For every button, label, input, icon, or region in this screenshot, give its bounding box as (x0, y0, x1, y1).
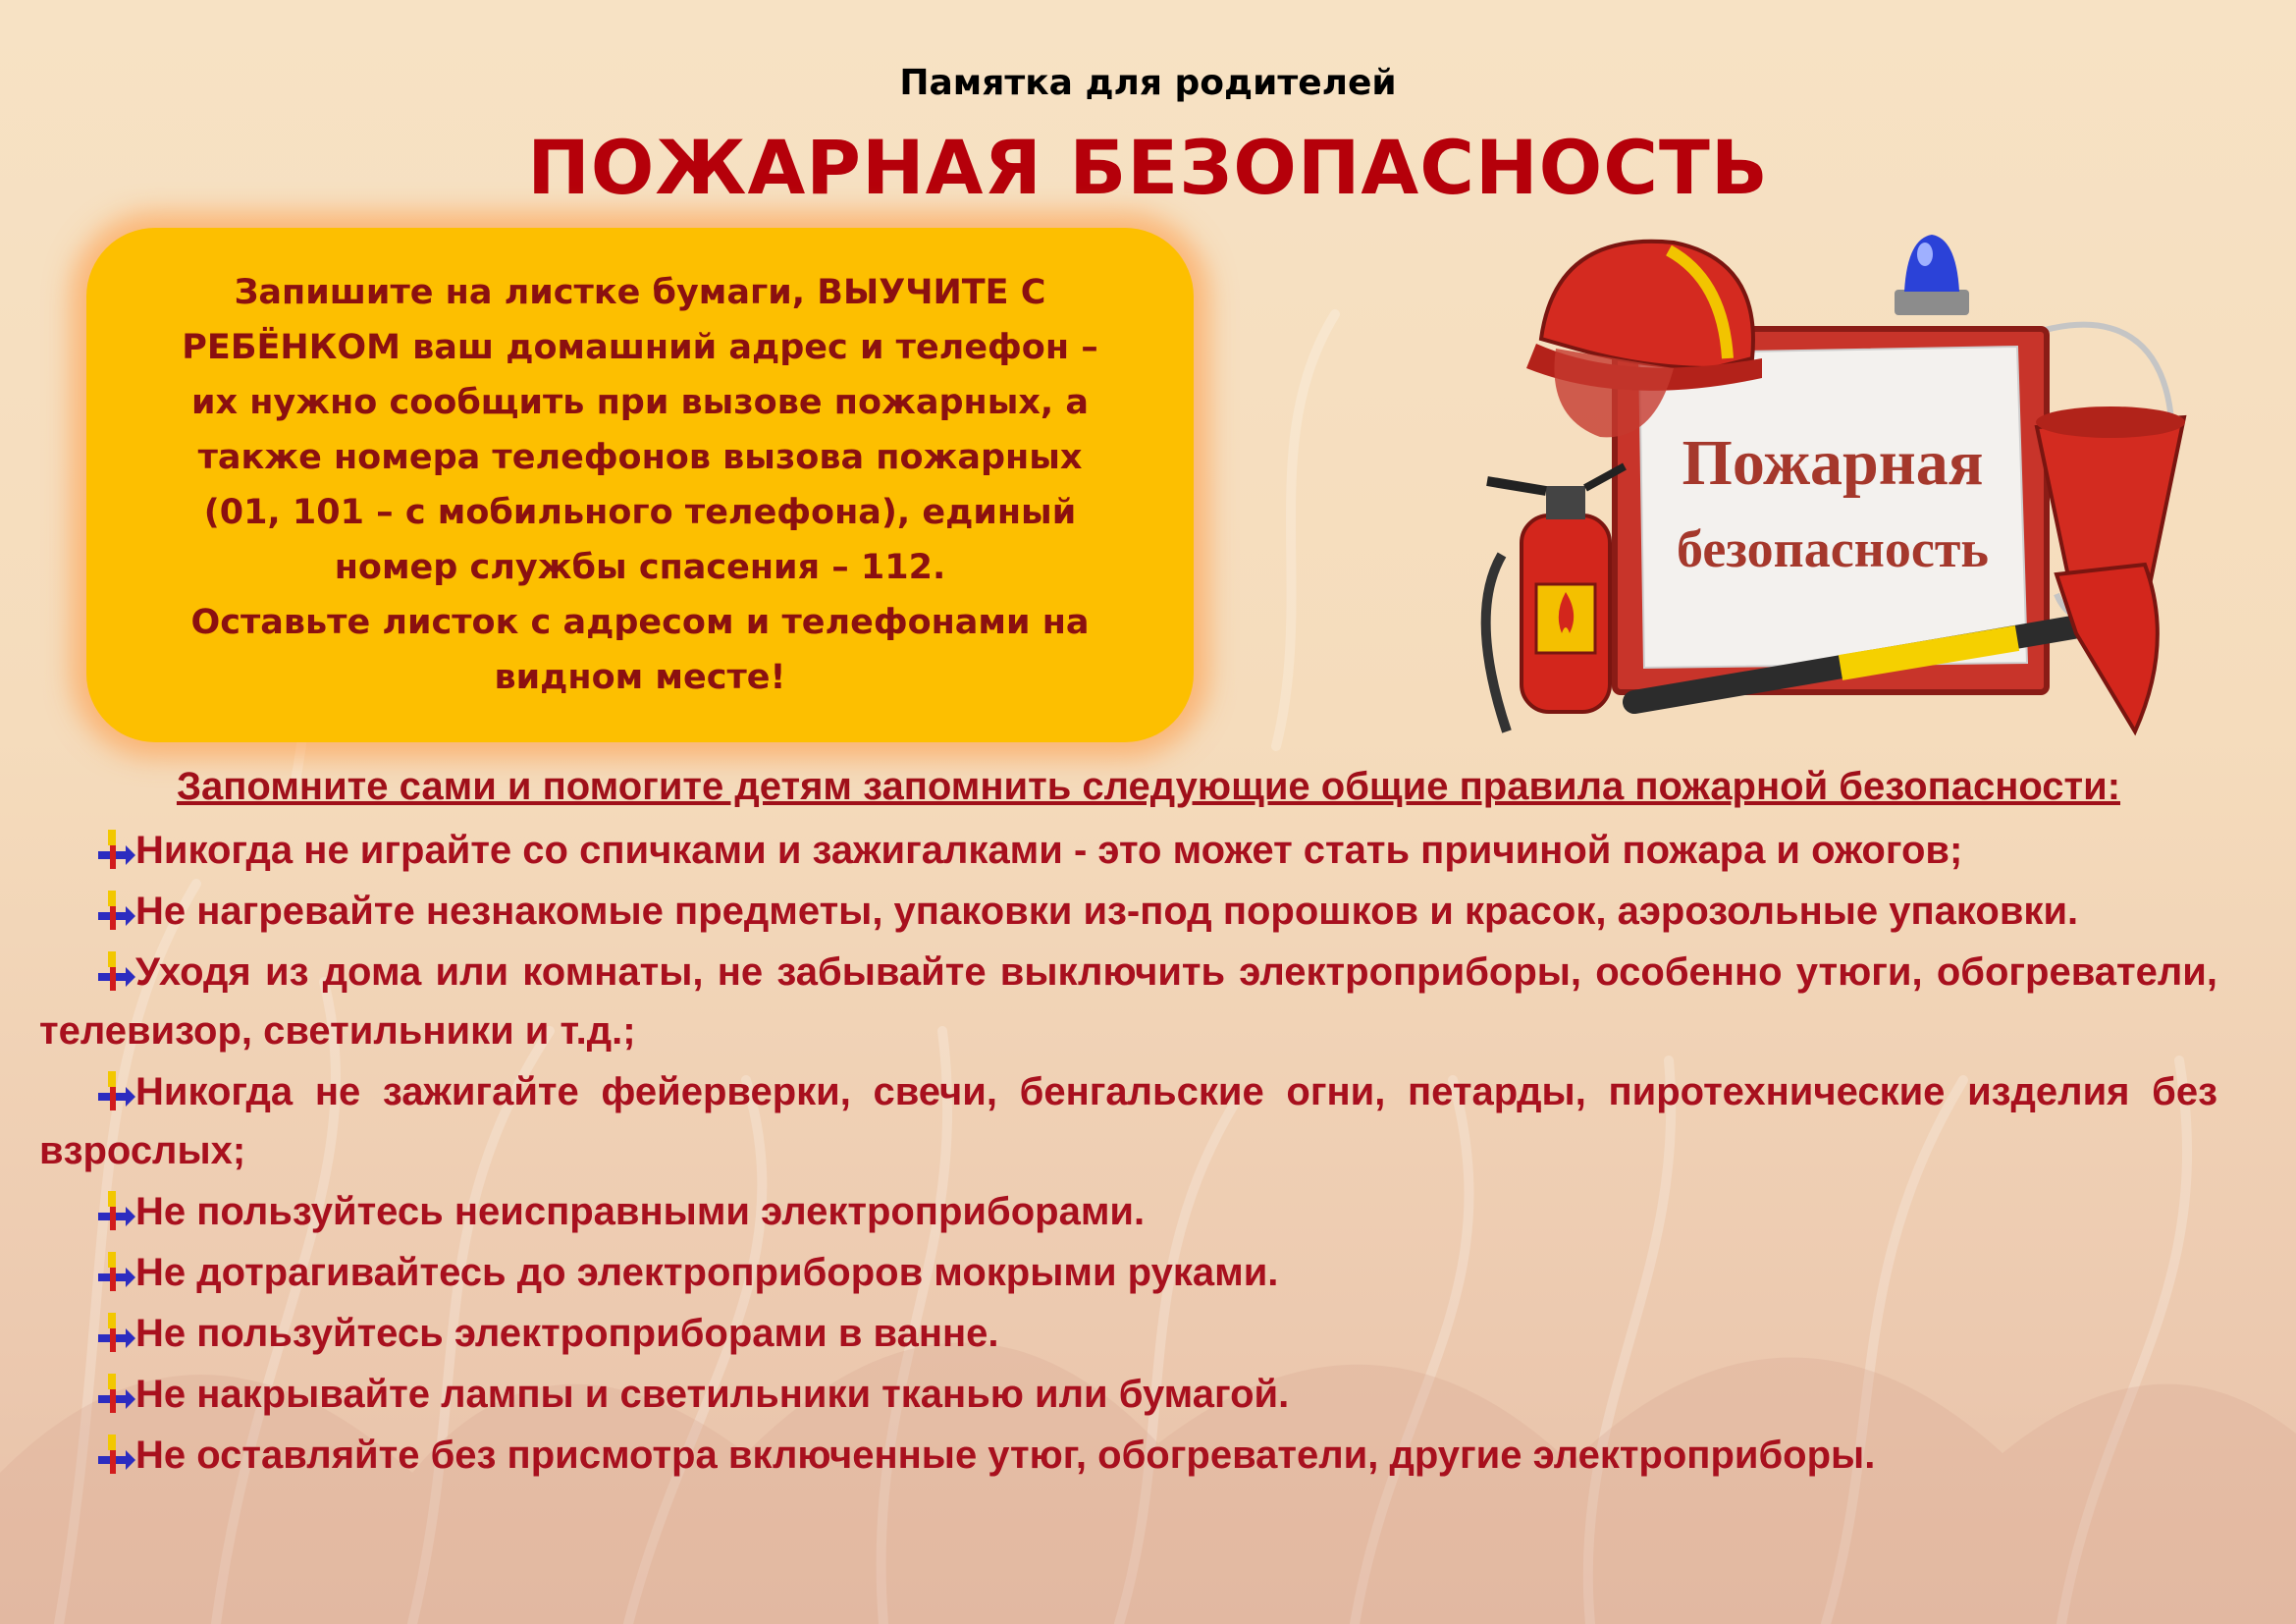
siren-light-icon (1895, 235, 1969, 315)
bullet-arrow-icon (96, 1433, 135, 1476)
bullet-arrow-icon (96, 949, 135, 993)
bullet-arrow-icon (96, 1189, 135, 1232)
rule-text: Не оставляйте без присмотра включенные утюг, обогреватели, другие электроприборы. (135, 1434, 1876, 1477)
rule-text: Не дотрагивайтесь до электроприборов мокрыми руками. (135, 1251, 1279, 1294)
rule-text: Не пользуйтесь неисправными электроприборами. (135, 1190, 1146, 1233)
rules-heading: Запомните сами и помогите детям запомнить следующие общие правила пожарной безопасности: (176, 765, 2121, 808)
info-line: номер службы спасения – 112. (334, 548, 946, 587)
list-item (39, 1243, 2217, 1302)
bullet-arrow-icon (96, 1372, 135, 1415)
list-item (39, 1365, 2217, 1424)
rule-text: Не нагревайте незнакомые предметы, упаковки из-под порошков и красок, аэрозольные упаковки. (135, 890, 2079, 933)
sign-text-line1: Пожарная (1682, 427, 1984, 499)
list-item (39, 1062, 2217, 1180)
rule-text: Никогда не играйте со спичками и зажигалками - это может стать причиной пожара и ожогов; (135, 829, 1963, 872)
list-item (39, 1304, 2217, 1363)
rules-list (39, 821, 2217, 1487)
sign-text-line2: безопасность (1677, 519, 1989, 578)
rule-text: Не накрывайте лампы и светильники тканью или бумагой. (135, 1373, 1290, 1416)
info-line: видном месте! (494, 658, 786, 697)
info-line: Запишите на листке бумаги, ВЫУЧИТЕ С (234, 273, 1046, 312)
info-callout-box (86, 228, 1194, 742)
info-line: также номера телефонов вызова пожарных (197, 438, 1083, 477)
rule-text: Уходя из дома или комнаты, не забывайте выключить электроприборы, особенно утюги, обогреватели, телевизор, светильники и т.д.; (39, 950, 2217, 1053)
info-callout-text (130, 265, 1150, 705)
page-title: ПОЖАРНАЯ БЕЗОПАСНОСТЬ (527, 124, 1769, 211)
bullet-arrow-icon (96, 1250, 135, 1293)
bullet-arrow-icon (96, 889, 135, 932)
list-item (39, 882, 2217, 941)
fire-extinguisher-icon (1486, 466, 1625, 731)
info-line: РЕБЁНКОМ ваш домашний адрес и телефон – (182, 328, 1098, 367)
rule-text: Никогда не зажигайте фейерверки, свечи, бенгальские огни, петарды, пиротехнические изделия без взрослых; (39, 1070, 2217, 1172)
bullet-arrow-icon (96, 1311, 135, 1354)
rule-text: Не пользуйтесь электроприборами в ванне. (135, 1312, 999, 1355)
memo-subtitle: Памятка для родителей (899, 63, 1397, 103)
list-item (39, 943, 2217, 1060)
fire-safety-illustration (1468, 221, 2194, 746)
bullet-arrow-icon (96, 828, 135, 871)
info-line: Оставьте листок с адресом и телефонами на (190, 603, 1090, 642)
bullet-arrow-icon (96, 1069, 135, 1112)
info-line: (01, 101 – с мобильного телефона), единый (203, 493, 1077, 532)
list-item (39, 821, 2217, 880)
list-item (39, 1426, 2217, 1485)
info-line: их нужно сообщить при вызове пожарных, а (190, 383, 1090, 422)
list-item (39, 1182, 2217, 1241)
